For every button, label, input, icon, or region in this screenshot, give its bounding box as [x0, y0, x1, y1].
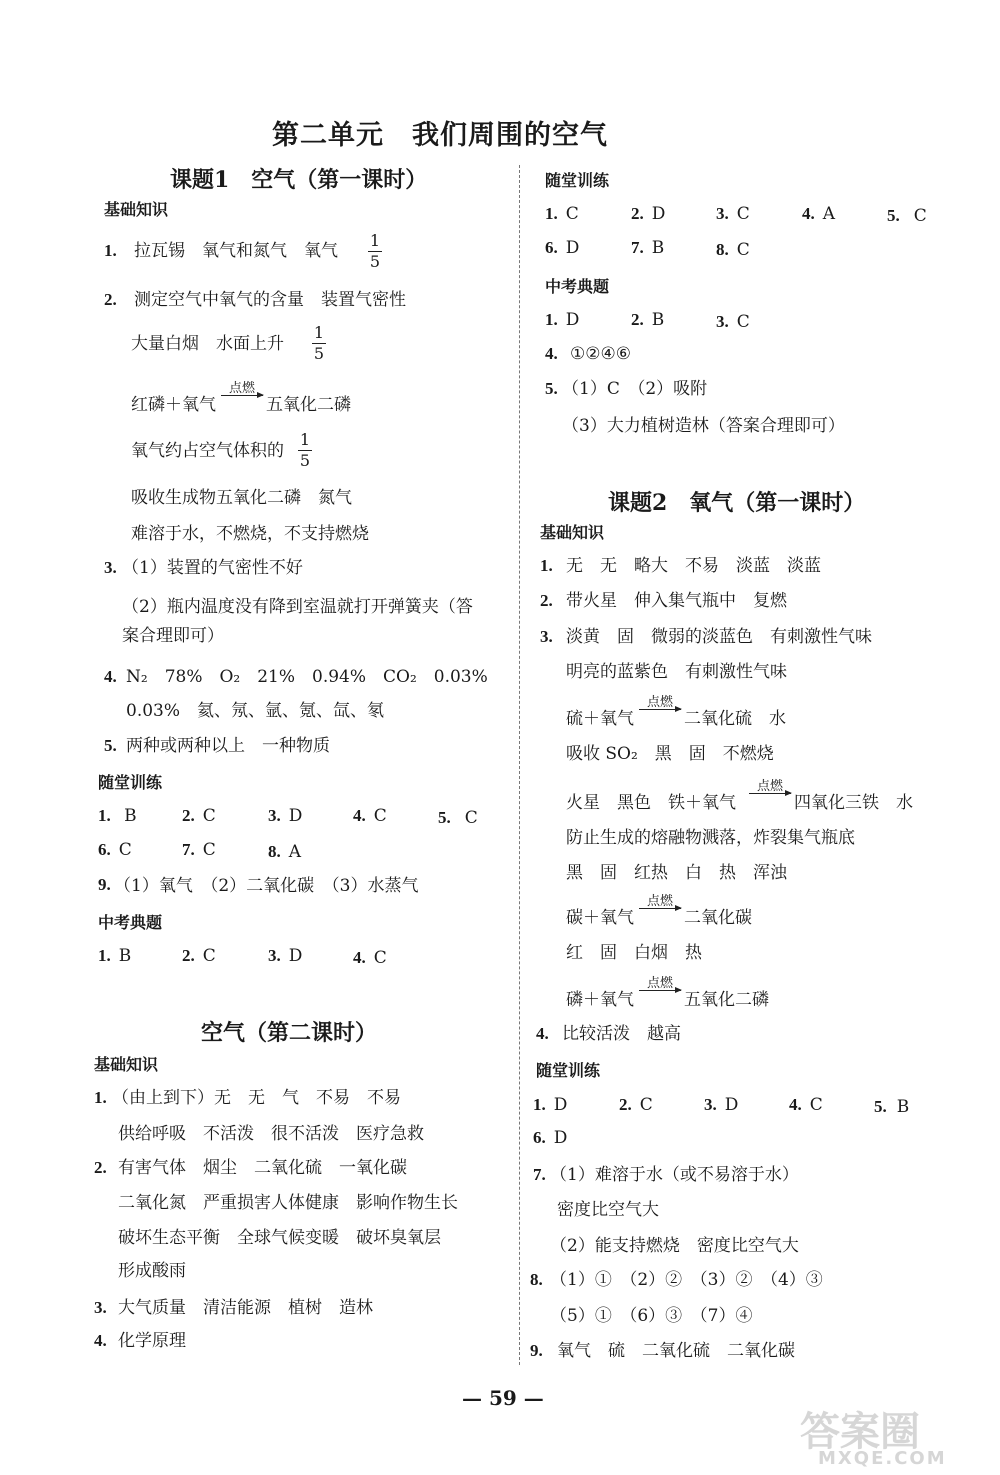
choice-answer: C [736, 240, 750, 260]
choice-answer: D [288, 806, 303, 826]
answer-text: （1）① （2）② （3）② （4）③ [550, 1270, 823, 1290]
answer-text: ①②④⑥ [570, 344, 631, 364]
fraction-numerator: 1 [369, 231, 381, 250]
choice-answer: C [565, 204, 579, 224]
question-number: 9. [98, 875, 111, 894]
question-number: 5. [545, 379, 558, 398]
reaction-reactants: 磷＋氧气 [566, 990, 634, 1010]
question-number: 4. [545, 344, 558, 363]
question-number: 7. [182, 840, 195, 859]
question-number: 3. [716, 204, 729, 223]
reaction-condition: 点燃 [646, 976, 673, 991]
choice-answer: B [896, 1097, 910, 1117]
choice-answer: D [651, 204, 666, 224]
section-class-practice: 随堂训练 [536, 1061, 601, 1080]
question-number: 8. [530, 1270, 543, 1289]
question-number: 1. [540, 556, 553, 575]
question-number: 9. [530, 1341, 543, 1360]
answer-text: 大量白烟 水面上升 [131, 334, 284, 354]
lesson1-title: 课题1 空气（第一课时） [170, 167, 428, 193]
answer-text: 供给呼吸 不活泼 很不活泼 医疗急救 [118, 1124, 424, 1144]
question-number: 4. [104, 667, 117, 686]
choice-answer: C [202, 806, 216, 826]
answer-text: 两种或两种以上 一种物质 [126, 736, 330, 756]
choice-answer: A [822, 204, 836, 224]
choice-answer: A [288, 842, 302, 862]
question-number: 2. [631, 204, 644, 223]
question-number: 4. [802, 204, 815, 223]
unit-title: 第二单元 我们周围的空气 [272, 120, 608, 151]
question-number: 2. [619, 1095, 632, 1114]
choice-answer: C [639, 1095, 653, 1115]
question-number: 1. [98, 806, 111, 825]
answer-text: （1）难溶于水（或不易溶于水） [550, 1165, 799, 1185]
reaction-condition: 点燃 [646, 894, 673, 909]
choice-answer: C [373, 948, 387, 968]
question-number: 1. [545, 204, 558, 223]
choice-answer: C [118, 840, 132, 860]
question-number: 5. [887, 206, 900, 225]
watermark-logo: 答案圈 [800, 1409, 920, 1455]
question-number: 2. [104, 290, 117, 309]
section-class-practice: 随堂训练 [98, 773, 163, 792]
choice-answer: B [651, 310, 665, 330]
question-number: 3. [716, 312, 729, 331]
choice-answer: D [288, 946, 303, 966]
answer-text: （由上到下）无 无 气 不易 不易 [112, 1088, 401, 1108]
question-number: 2. [631, 310, 644, 329]
answer-text: （3）大力植树造林（答案合理即可） [562, 416, 845, 436]
answer-text: （1）C （2）吸附 [562, 379, 708, 399]
reaction-reactants: 硫＋氧气 [566, 709, 634, 729]
answer-text: 0.03% 氦、氖、氩、氪、氙、氡 [126, 701, 385, 721]
question-number: 3. [94, 1298, 107, 1317]
question-number: 6. [545, 238, 558, 257]
question-number: 4. [536, 1024, 549, 1043]
question-number: 3. [540, 627, 553, 646]
question-number: 6. [98, 840, 111, 859]
choice-answer: B [651, 238, 665, 258]
answer-text: 二氧化氮 严重损害人体健康 影响作物生长 [118, 1193, 458, 1213]
page-number-value: 59 [488, 1386, 517, 1410]
answer-text: 防止生成的熔融物溅落，炸裂集气瓶底 [566, 828, 855, 848]
reaction-condition: 点燃 [646, 695, 673, 710]
reaction-products: 五氧化二磷 [266, 395, 351, 415]
question-number: 2. [182, 806, 195, 825]
question-number: 5. [104, 736, 117, 755]
fraction-denominator: 5 [369, 252, 381, 271]
fraction [368, 232, 382, 271]
answer-text: N₂ 78% O₂ 21% 0.94% CO₂ 0.03% [126, 667, 488, 687]
reaction-condition: 点燃 [228, 381, 255, 396]
question-number: 2. [182, 946, 195, 965]
answer-text: 红 固 白烟 热 [566, 943, 702, 963]
question-number: 3. [104, 558, 117, 577]
reaction-reactants: 碳＋氧气 [566, 908, 634, 928]
reaction-arrow [639, 895, 681, 909]
question-number: 1. [98, 946, 111, 965]
question-number: 2. [540, 591, 553, 610]
question-number: 3. [268, 946, 281, 965]
section-exam-questions: 中考典题 [98, 913, 163, 932]
answer-text: 淡黄 固 微弱的淡蓝色 有刺激性气味 [566, 627, 872, 647]
question-number: 3. [704, 1095, 717, 1114]
watermark-url: MXQE.COM [818, 1448, 947, 1469]
answer-text: 吸收生成物五氧化二磷 氮气 [131, 488, 352, 508]
answer-text: 化学原理 [118, 1331, 186, 1351]
reaction-arrow [221, 382, 263, 396]
section-basic-knowledge: 基础知识 [540, 523, 605, 542]
question-number: 8. [716, 240, 729, 259]
answer-text: 带火星 伸入集气瓶中 复燃 [566, 591, 787, 611]
choice-answer: D [565, 238, 580, 258]
answer-text: 拉瓦锡 氧气和氮气 氧气 [134, 241, 338, 261]
answer-text: 有害气体 烟尘 二氧化硫 一氧化碳 [118, 1158, 407, 1178]
answer-text: 明亮的蓝紫色 有刺激性气味 [566, 662, 787, 682]
lesson2-title: 课题2 氧气（第一课时） [608, 490, 866, 516]
question-number: 5. [874, 1097, 887, 1116]
answer-text: 大气质量 清洁能源 植树 造林 [118, 1298, 373, 1318]
question-number: 4. [353, 948, 366, 967]
answer-text: 测定空气中氧气的含量 装置气密性 [134, 290, 406, 310]
answer-text: 案合理即可） [122, 626, 224, 646]
question-number: 1. [545, 310, 558, 329]
fraction-denominator: 5 [299, 451, 311, 470]
answer-text: （2）瓶内温度没有降到室温就打开弹簧夹（答 [122, 597, 473, 617]
section-exam-questions: 中考典题 [545, 277, 610, 296]
answer-text: （2）能支持燃烧 密度比空气大 [550, 1236, 799, 1256]
answer-text: 无 无 略大 不易 淡蓝 淡蓝 [566, 556, 821, 576]
answer-text: 比较活泼 越高 [562, 1024, 681, 1044]
section-basic-knowledge: 基础知识 [104, 200, 169, 219]
reaction-arrow [639, 977, 681, 991]
lesson1b-title: 空气（第二课时） [201, 1020, 378, 1046]
choice-answer: B [118, 946, 132, 966]
choice-answer: D [553, 1128, 568, 1148]
reaction-products: 二氧化硫 水 [684, 709, 786, 729]
choice-answer: C [464, 808, 478, 828]
question-number: 4. [789, 1095, 802, 1114]
answer-text: （1）氧气 （2）二氧化碳 （3）水蒸气 [114, 876, 419, 896]
fraction [312, 324, 326, 363]
question-number: 1. [94, 1088, 107, 1107]
choice-answer: C [809, 1095, 823, 1115]
choice-answer: C [736, 204, 750, 224]
section-basic-knowledge: 基础知识 [94, 1055, 159, 1074]
question-number: 5. [438, 808, 451, 827]
choice-answer: D [553, 1095, 568, 1115]
reaction-arrow [749, 780, 791, 794]
reaction-reactants: 红磷＋氧气 [131, 395, 216, 415]
question-number: 2. [94, 1158, 107, 1177]
question-number: 1. [533, 1095, 546, 1114]
choice-answer: D [724, 1095, 739, 1115]
fraction-denominator: 5 [313, 344, 325, 363]
fraction-numerator: 1 [313, 323, 325, 342]
answer-text: 难溶于水，不燃烧，不支持燃烧 [131, 524, 369, 544]
answer-text: 破坏生态平衡 全球气候变暖 破坏臭氧层 [118, 1228, 441, 1248]
choice-answer: B [124, 806, 137, 826]
choice-answer: C [736, 312, 750, 332]
answer-text: 吸收 SO₂ 黑 固 不燃烧 [566, 744, 774, 764]
choice-answer: C [202, 840, 216, 860]
question-number: 7. [533, 1165, 546, 1184]
reaction-reactants: 火星 黑色 铁＋氧气 [566, 793, 736, 813]
fraction [298, 431, 312, 470]
choice-answer: C [373, 806, 387, 826]
question-number: 4. [94, 1331, 107, 1350]
reaction-products: 四氧化三铁 水 [794, 793, 913, 813]
reaction-products: 二氧化碳 [684, 908, 752, 928]
choice-answer: D [565, 310, 580, 330]
answer-text: 黑 固 红热 白 热 浑浊 [566, 863, 787, 883]
section-class-practice: 随堂训练 [545, 171, 610, 190]
answer-row [98, 805, 137, 827]
column-divider [519, 165, 520, 1365]
question-number: 6. [533, 1128, 546, 1147]
question-number: 4. [353, 806, 366, 825]
choice-answer: C [202, 946, 216, 966]
question-number: 1. [104, 241, 117, 260]
question-number: 8. [268, 842, 281, 861]
choice-answer: C [913, 206, 927, 226]
question-number: 7. [631, 238, 644, 257]
fraction-numerator: 1 [299, 430, 311, 449]
reaction-condition: 点燃 [756, 779, 783, 794]
answer-text: （1）装置的气密性不好 [122, 558, 303, 578]
answer-text: 形成酸雨 [118, 1261, 186, 1281]
answer-text: 氧气约占空气体积的 [131, 441, 284, 461]
answer-text: 密度比空气大 [557, 1200, 659, 1220]
reaction-products: 五氧化二磷 [684, 990, 769, 1010]
page-number: — 59 — [462, 1386, 544, 1410]
answer-text: （5）① （6）③ （7）④ [550, 1306, 753, 1326]
reaction-arrow [639, 696, 681, 710]
question-number: 3. [268, 806, 281, 825]
answer-text: 氧气 硫 二氧化硫 二氧化碳 [557, 1341, 795, 1361]
